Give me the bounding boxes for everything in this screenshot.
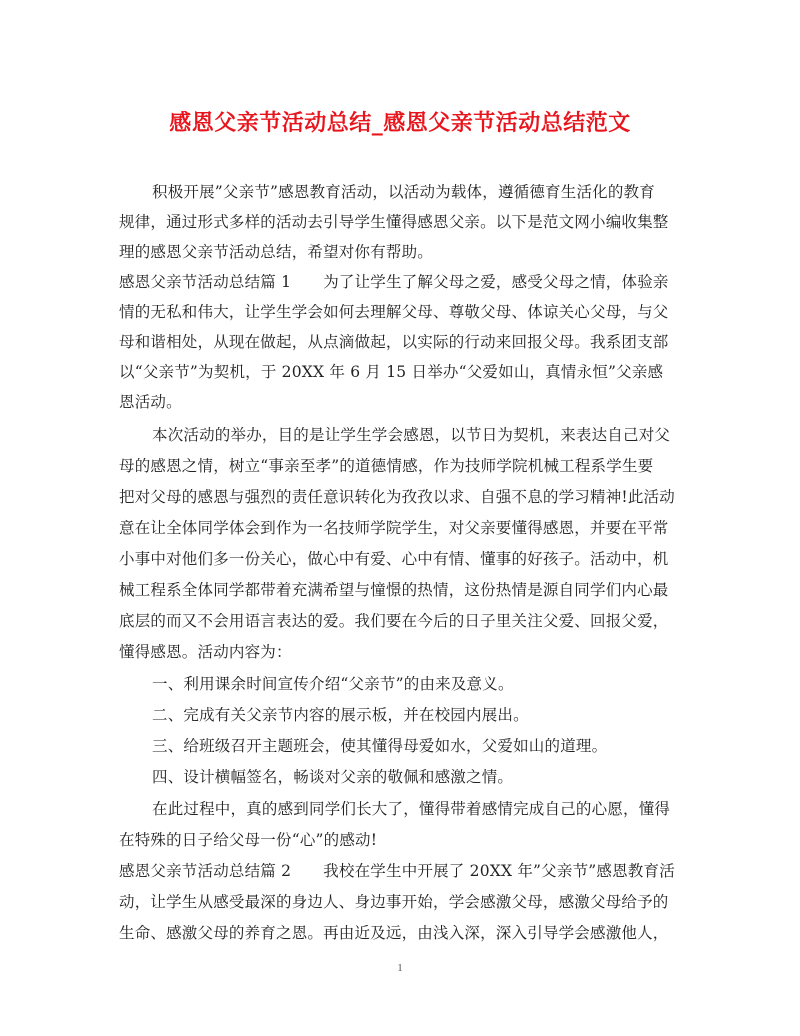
body-line: 动，让学生从感受最深的身边人、身边事开始，学会感激父母，感激父母给予的 [119,893,669,911]
section2-heading: 感恩父亲节活动总结篇 2 [119,862,292,880]
body-line: 小事中对他们多一份关心，做心中有爱、心中有情、懂事的好孩子。活动中，机 [119,550,669,568]
document-title: 感恩父亲节活动总结_感恩父亲节活动总结范文 [169,110,631,136]
body-line: 械工程系全体同学都带着充满希望与憧憬的热情，这份热情是源自同学们内心最 [119,581,669,599]
intro-line: 积极开展”父亲节”感恩教育活动，以活动为载体，遵循德育生活化的教育 [152,183,655,201]
section2-first-text: 我校在学生中开展了 20XX 年”父亲节”感恩教育活 [323,862,675,880]
body-line: 情的无私和伟大，让学生学会如何去理解父母、尊敬父母、体谅关心父母，与父 [119,303,669,321]
section1-first-text: 为了让学生了解父母之爱，感受父母之情，体验亲 [323,273,669,291]
body-line: 母和谐相处，从现在做起，从点滴做起，以实际的行动来回报父母。我系团支部 [119,333,669,351]
body-line: 生命、感激父母的养育之恩。再由近及远，由浅入深，深入引导学会感激他人， [119,924,669,942]
activity-item: 四、设计横幅签名，畅谈对父亲的敬佩和感激之情。 [152,768,514,786]
body-line: 在特殊的日子给父母一份“心”的感动! [119,831,378,849]
body-line: 意在让全体同学体会到作为一名技师学院学生，对父亲要懂得感恩，并要在平常 [119,519,669,537]
body-line: 底层的而又不会用语言表达的爱。我们要在今后的日子里关注父爱、回报父爱， [119,612,669,630]
section1-first-line [119,272,683,292]
body-line: 以“父亲节”为契机，于 20XX 年 6 月 15 日举办“父爱如山，真情永恒”父亲感 [119,363,664,381]
section1-heading: 感恩父亲节活动总结篇 1 [119,273,292,291]
body-line: 懂得感恩。活动内容为： [119,643,292,661]
body-line: 在此过程中，真的感到同学们长大了，懂得带着感情完成自己的心愿，懂得 [152,800,671,818]
activity-item: 一、利用课余时间宣传介绍“父亲节”的由来及意义。 [152,675,514,693]
page-number: 1 [397,962,403,974]
body-line: 母的感恩之情，树立“事亲至孝”的道德情感，作为技师学院机械工程系学生要 [119,457,654,475]
activity-item: 三、给班级召开主题班会，使其懂得母爱如水，父爱如山的道理。 [152,737,608,755]
activity-item: 二、完成有关父亲节内容的展示板，并在校园内展出。 [152,706,529,724]
body-line: 把对父母的感恩与强烈的责任意识转化为孜孜以求、自强不息的学习精神!此活动 [119,488,675,506]
intro-line: 规律，通过形式多样的活动去引导学生懂得感恩父亲。以下是范文网小编收集整 [119,213,669,231]
intro-line: 理的感恩父亲节活动总结，希望对你有帮助。 [119,243,434,261]
body-line: 本次活动的举办，目的是让学生学会感恩，以节日为契机，来表达自己对父 [152,426,671,444]
section2-first-line [119,861,683,881]
body-line: 恩活动。 [119,393,182,411]
